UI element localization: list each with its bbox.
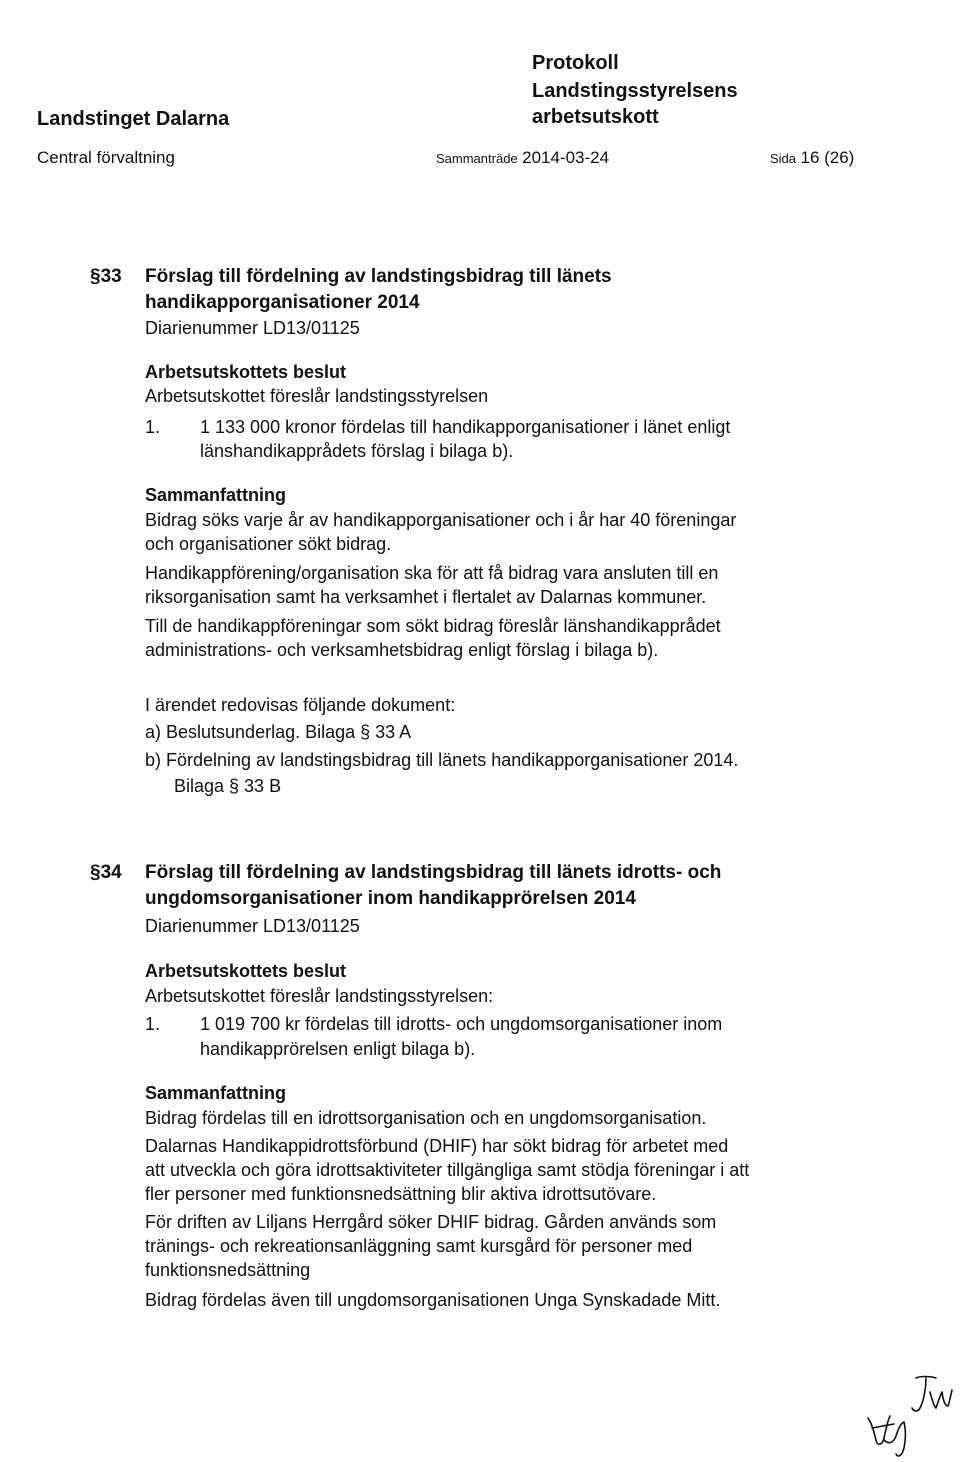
sec33-beslut-heading: Arbetsutskottets beslut	[145, 362, 347, 382]
sec34-item-number: 1.	[145, 1014, 161, 1034]
initials-stroke	[872, 1424, 894, 1428]
sec34-p3-line1: För driften av Liljans Herrgård söker DHIF bidrag. Gården används som	[145, 1212, 717, 1232]
sec33-title-line2: handikapporganisationer 2014	[145, 292, 420, 313]
doc-type: Protokoll	[532, 52, 619, 74]
meeting-label: Sammanträde	[436, 151, 518, 166]
sec34-sammanfattning-heading: Sammanfattning	[145, 1083, 287, 1103]
sec33-beslut-intro: Arbetsutskottet föreslår landstingsstyrelsen	[145, 386, 489, 406]
sec33-sammanfattning-heading: Sammanfattning	[145, 485, 287, 505]
sec33-title-line1: Förslag till fördelning av landstingsbidrag till länets	[145, 266, 612, 287]
sec34-p2-line1: Dalarnas Handikappidrottsförbund (DHIF) har sökt bidrag för arbetet med	[145, 1136, 729, 1156]
committee-line1: Landstingsstyrelsens	[532, 80, 738, 102]
committee-line2: arbetsutskott	[532, 106, 659, 128]
sec33-p2-line2: riksorganisation samt ha verksamhet i flertalet av Dalarnas kommuner.	[145, 587, 707, 607]
sec34-p2-line3: fler personer med funktionsnedsättning blir aktiva idrottsutövare.	[145, 1184, 657, 1204]
sec33-p3-line1: Till de handikappföreningar som sökt bidrag föreslår länshandikapprådet	[145, 616, 721, 636]
sec33-p2-line1: Handikappförening/organisation ska för att få bidrag vara ansluten till en	[145, 563, 719, 583]
sec34-item-line1: 1 019 700 kr fördelas till idrotts- och ungdomsorganisationer inom	[200, 1014, 723, 1034]
sec33-doc-b-cont: Bilaga § 33 B	[174, 776, 282, 796]
page-number	[770, 148, 854, 168]
sec34-p3-line2: tränings- och rekreationsanläggning samt kursgård för personer med	[145, 1236, 693, 1256]
org-name: Landstinget Dalarna	[37, 108, 230, 130]
sec33-number: §33	[90, 266, 122, 287]
sec33-p3-line2: administrations- och verksamhetsbidrag enligt förslag i bilaga b).	[145, 640, 659, 660]
sec34-title-line2: ungdomsorganisationer inom handikapprörelsen 2014	[145, 888, 636, 909]
sec34-number: §34	[90, 862, 122, 883]
sec33-p1-line1: Bidrag söks varje år av handikapporganisationer och i år har 40 föreningar	[145, 510, 737, 530]
initials-stroke	[868, 1416, 890, 1444]
sec33-item-number: 1.	[145, 417, 161, 437]
sec33-item-line1: 1 133 000 kronor fördelas till handikapporganisationer i länet enligt	[200, 417, 731, 437]
sec34-item-line2: handikapprörelsen enligt bilaga b).	[200, 1039, 476, 1059]
sec34-title-line1: Förslag till fördelning av landstingsbidrag till länets idrotts- och	[145, 862, 722, 883]
sec34-beslut-intro: Arbetsutskottet föreslår landstingsstyrelsen:	[145, 986, 494, 1006]
sec34-p4: Bidrag fördelas även till ungdomsorganisationen Unga Synskadade Mitt.	[145, 1290, 721, 1310]
sec34-p3-line3: funktionsnedsättning	[145, 1260, 311, 1280]
sec33-p1-line2: och organisationer sökt bidrag.	[145, 534, 392, 554]
meeting-info	[436, 148, 609, 168]
sec33-doc-b: b) Fördelning av landstingsbidrag till länets handikapporganisationer 2014.	[145, 750, 739, 770]
sec34-diarienummer: Diarienummer LD13/01125	[145, 916, 360, 936]
sec33-diarienummer: Diarienummer LD13/01125	[145, 318, 360, 338]
sec33-doc-a: a) Beslutsunderlag. Bilaga § 33 A	[145, 722, 412, 742]
sec34-beslut-heading: Arbetsutskottets beslut	[145, 961, 347, 981]
department: Central förvaltning	[37, 148, 175, 167]
meeting-date: 2014-03-24	[522, 148, 610, 167]
handwritten-initials-signature	[860, 1370, 955, 1460]
sec33-docs-intro: I ärendet redovisas följande dokument:	[145, 695, 456, 715]
sec34-p1: Bidrag fördelas till en idrottsorganisation och en ungdomsorganisation.	[145, 1108, 707, 1128]
initials-stroke	[930, 1390, 952, 1408]
sec34-p2-line2: att utveckla och göra idrottsaktiviteter tillgängliga samt stödja föreningar i att	[145, 1160, 750, 1180]
page-label: Sida	[770, 151, 797, 166]
sec33-item-line2: länshandikapprådets förslag i bilaga b).	[200, 441, 514, 461]
initials-stroke	[912, 1378, 926, 1411]
page-value: 16 (26)	[800, 148, 855, 167]
